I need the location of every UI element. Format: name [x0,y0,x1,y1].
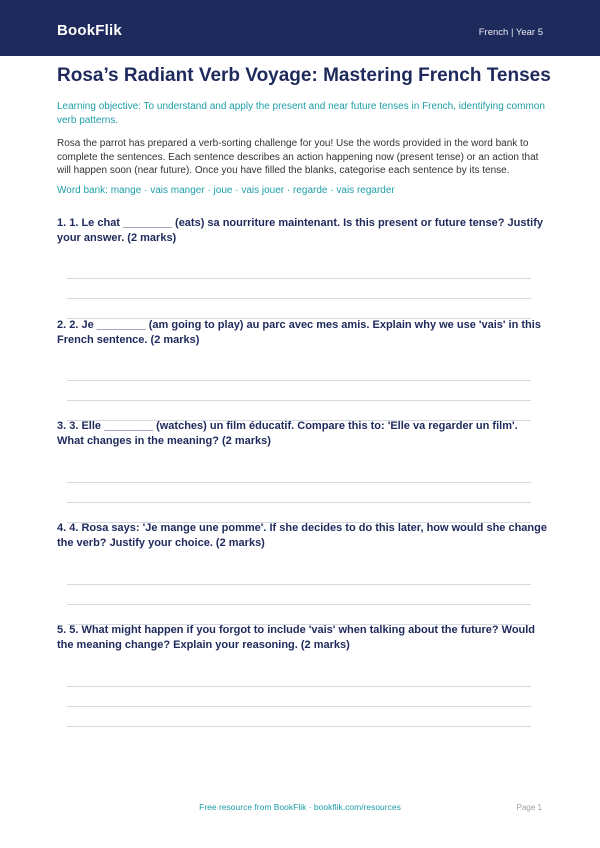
question-2: 2. 2. Je ________ (am going to play) au parc avec mes amis. Explain why we use 'vais' in this French sentence. (2 marks) [57,319,541,346]
footer-credit[interactable]: Free resource from BookFlik · bookflik.com/resources [199,802,401,812]
brand-logo-text: BookFlik [57,22,122,39]
page-header [0,0,600,56]
answer-line[interactable] [67,482,531,483]
answer-line[interactable] [67,726,531,727]
answer-line[interactable] [67,706,531,707]
question-1: 1. 1. Le chat ________ (eats) sa nourriture maintenant. Is this present or future tense? Justify your answer. (2 marks) [57,217,543,244]
word-bank: Word bank: mange · vais manger · joue · vais jouer · regarde · vais regarder [57,185,395,196]
learning-objective: Learning objective: To understand and apply the present and near future tenses in French, identifying common verb patterns. [57,101,545,126]
intro-paragraph: Rosa the parrot has prepared a verb-sorting challenge for you! Use the words provided in the word bank to complete the sentences. Each sentence describes an action happening now (present tense) or an action that will happen soon (near future). Once you have filled the blanks, categorise each sentence by its tense. [57,138,539,176]
worksheet-title: Rosa’s Radiant Verb Voyage: Mastering French Tenses [57,65,551,86]
answer-line[interactable] [67,380,531,381]
question-3: 3. 3. Elle ________ (watches) un film éducatif. Compare this to: 'Elle va regarder un film'. What changes in the meaning? (2 marks) [57,420,518,447]
subject-year-label: French | Year 5 [478,27,543,38]
answer-line[interactable] [67,298,531,299]
answer-line[interactable] [67,502,531,503]
page-number: Page 1 [516,803,542,812]
answer-line[interactable] [67,278,531,279]
answer-line[interactable] [67,604,531,605]
answer-line[interactable] [67,686,531,687]
question-5: 5. 5. What might happen if you forgot to include 'vais' when talking about the future? Would the meaning change? Explain your reasoning. (2 marks) [57,624,536,651]
answer-line[interactable] [67,400,531,401]
question-4: 4. 4. Rosa says: 'Je mange une pomme'. If she decides to do this later, how would she change the verb? Justify your choice. (2 marks) [57,522,547,549]
answer-line[interactable] [67,584,531,585]
